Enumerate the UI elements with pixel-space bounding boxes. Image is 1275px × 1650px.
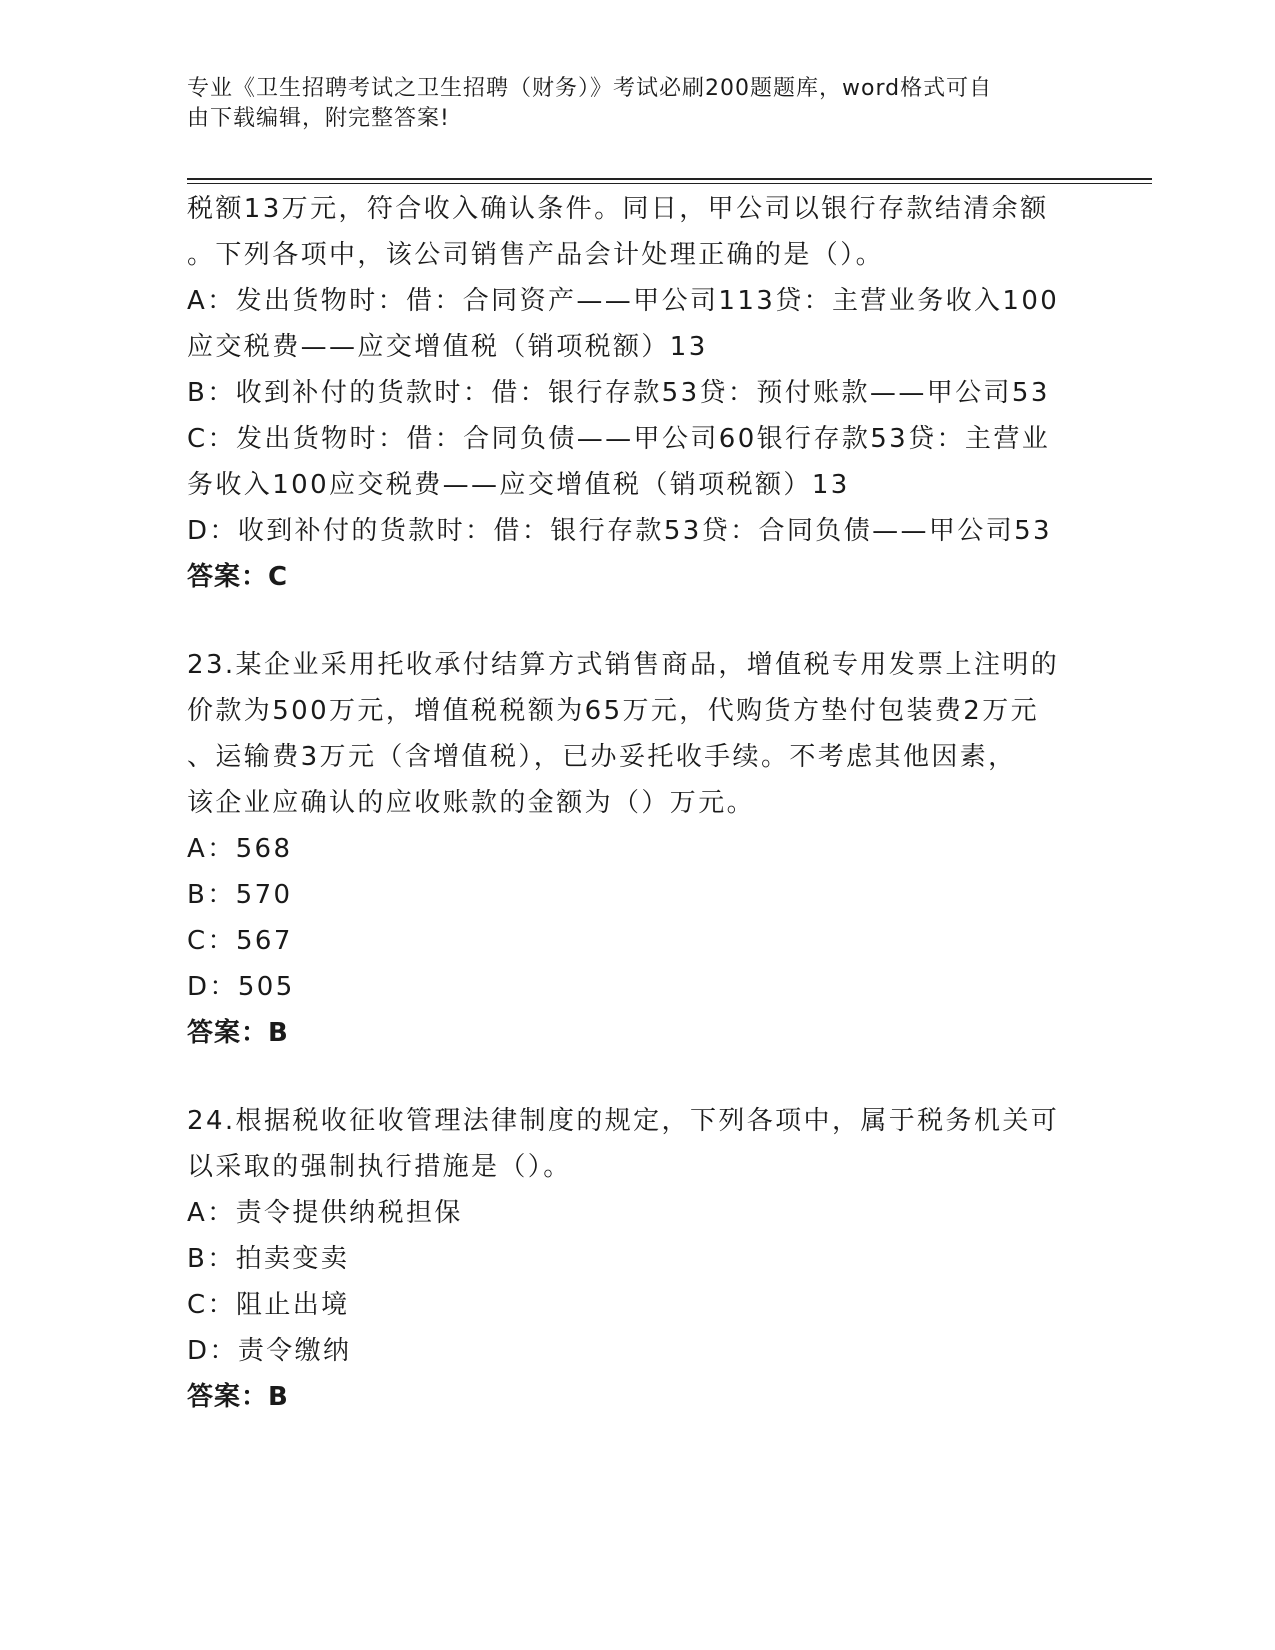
question-24 xyxy=(187,1098,1087,1420)
answer: 答案：C xyxy=(187,562,289,592)
option-d: D：责令缴纳 xyxy=(187,1336,352,1366)
question-text-line: 23.某企业采用托收承付结算方式销售商品，增值税专用发票上注明的 xyxy=(187,650,1060,680)
question-text-line: 。下列各项中，该公司销售产品会计处理正确的是（）。 xyxy=(187,240,885,270)
option-d: D：505 xyxy=(187,972,295,1002)
answer: 答案：B xyxy=(187,1382,289,1412)
header-line-1: 专业《卫生招聘考试之卫生招聘（财务）》考试必刷200题题库，word格式可自 xyxy=(187,76,993,101)
option-d: D：收到补付的货款时：借：银行存款53贷：合同负债——甲公司53 xyxy=(187,516,1052,546)
option-b: B：收到补付的货款时：借：银行存款53贷：预付账款——甲公司53 xyxy=(187,378,1050,408)
header-divider-thin xyxy=(187,183,1152,184)
question-text-line: 税额13万元，符合收入确认条件。同日，甲公司以银行存款结清余额 xyxy=(187,194,1049,224)
header-line-2: 由下载编辑，附完整答案! xyxy=(187,106,450,131)
question-text-line: 以采取的强制执行措施是（）。 xyxy=(187,1152,572,1182)
question-22 xyxy=(187,186,1087,600)
question-text-line: 该企业应确认的应收账款的金额为（）万元。 xyxy=(187,788,756,818)
header-divider xyxy=(187,178,1152,180)
option-c: C：567 xyxy=(187,926,293,956)
option-b: B：拍卖变卖 xyxy=(187,1244,350,1274)
answer: 答案：B xyxy=(187,1018,289,1048)
option-a: A：568 xyxy=(187,834,293,864)
option-a-continued: 应交税费——应交增值税（销项税额）13 xyxy=(187,332,708,362)
question-text-line: 、运输费3万元（含增值税），已办妥托收手续。不考虑其他因素， xyxy=(187,742,1017,772)
option-a: A：发出货物时：借：合同资产——甲公司113贷：主营业务收入100 xyxy=(187,286,1060,316)
option-c: C：发出货物时：借：合同负债——甲公司60银行存款53贷：主营业 xyxy=(187,424,1051,454)
document-body xyxy=(187,186,1087,1420)
option-c: C：阻止出境 xyxy=(187,1290,350,1320)
option-a: A：责令提供纳税担保 xyxy=(187,1198,463,1228)
question-23 xyxy=(187,642,1087,1056)
question-text-line: 价款为500万元，增值税税额为65万元，代购货方垫付包装费2万元 xyxy=(187,696,1040,726)
option-b: B：570 xyxy=(187,880,293,910)
option-c-continued: 务收入100应交税费——应交增值税（销项税额）13 xyxy=(187,470,850,500)
question-text-line: 24.根据税收征收管理法律制度的规定，下列各项中，属于税务机关可 xyxy=(187,1106,1060,1136)
page-header xyxy=(187,74,1067,134)
